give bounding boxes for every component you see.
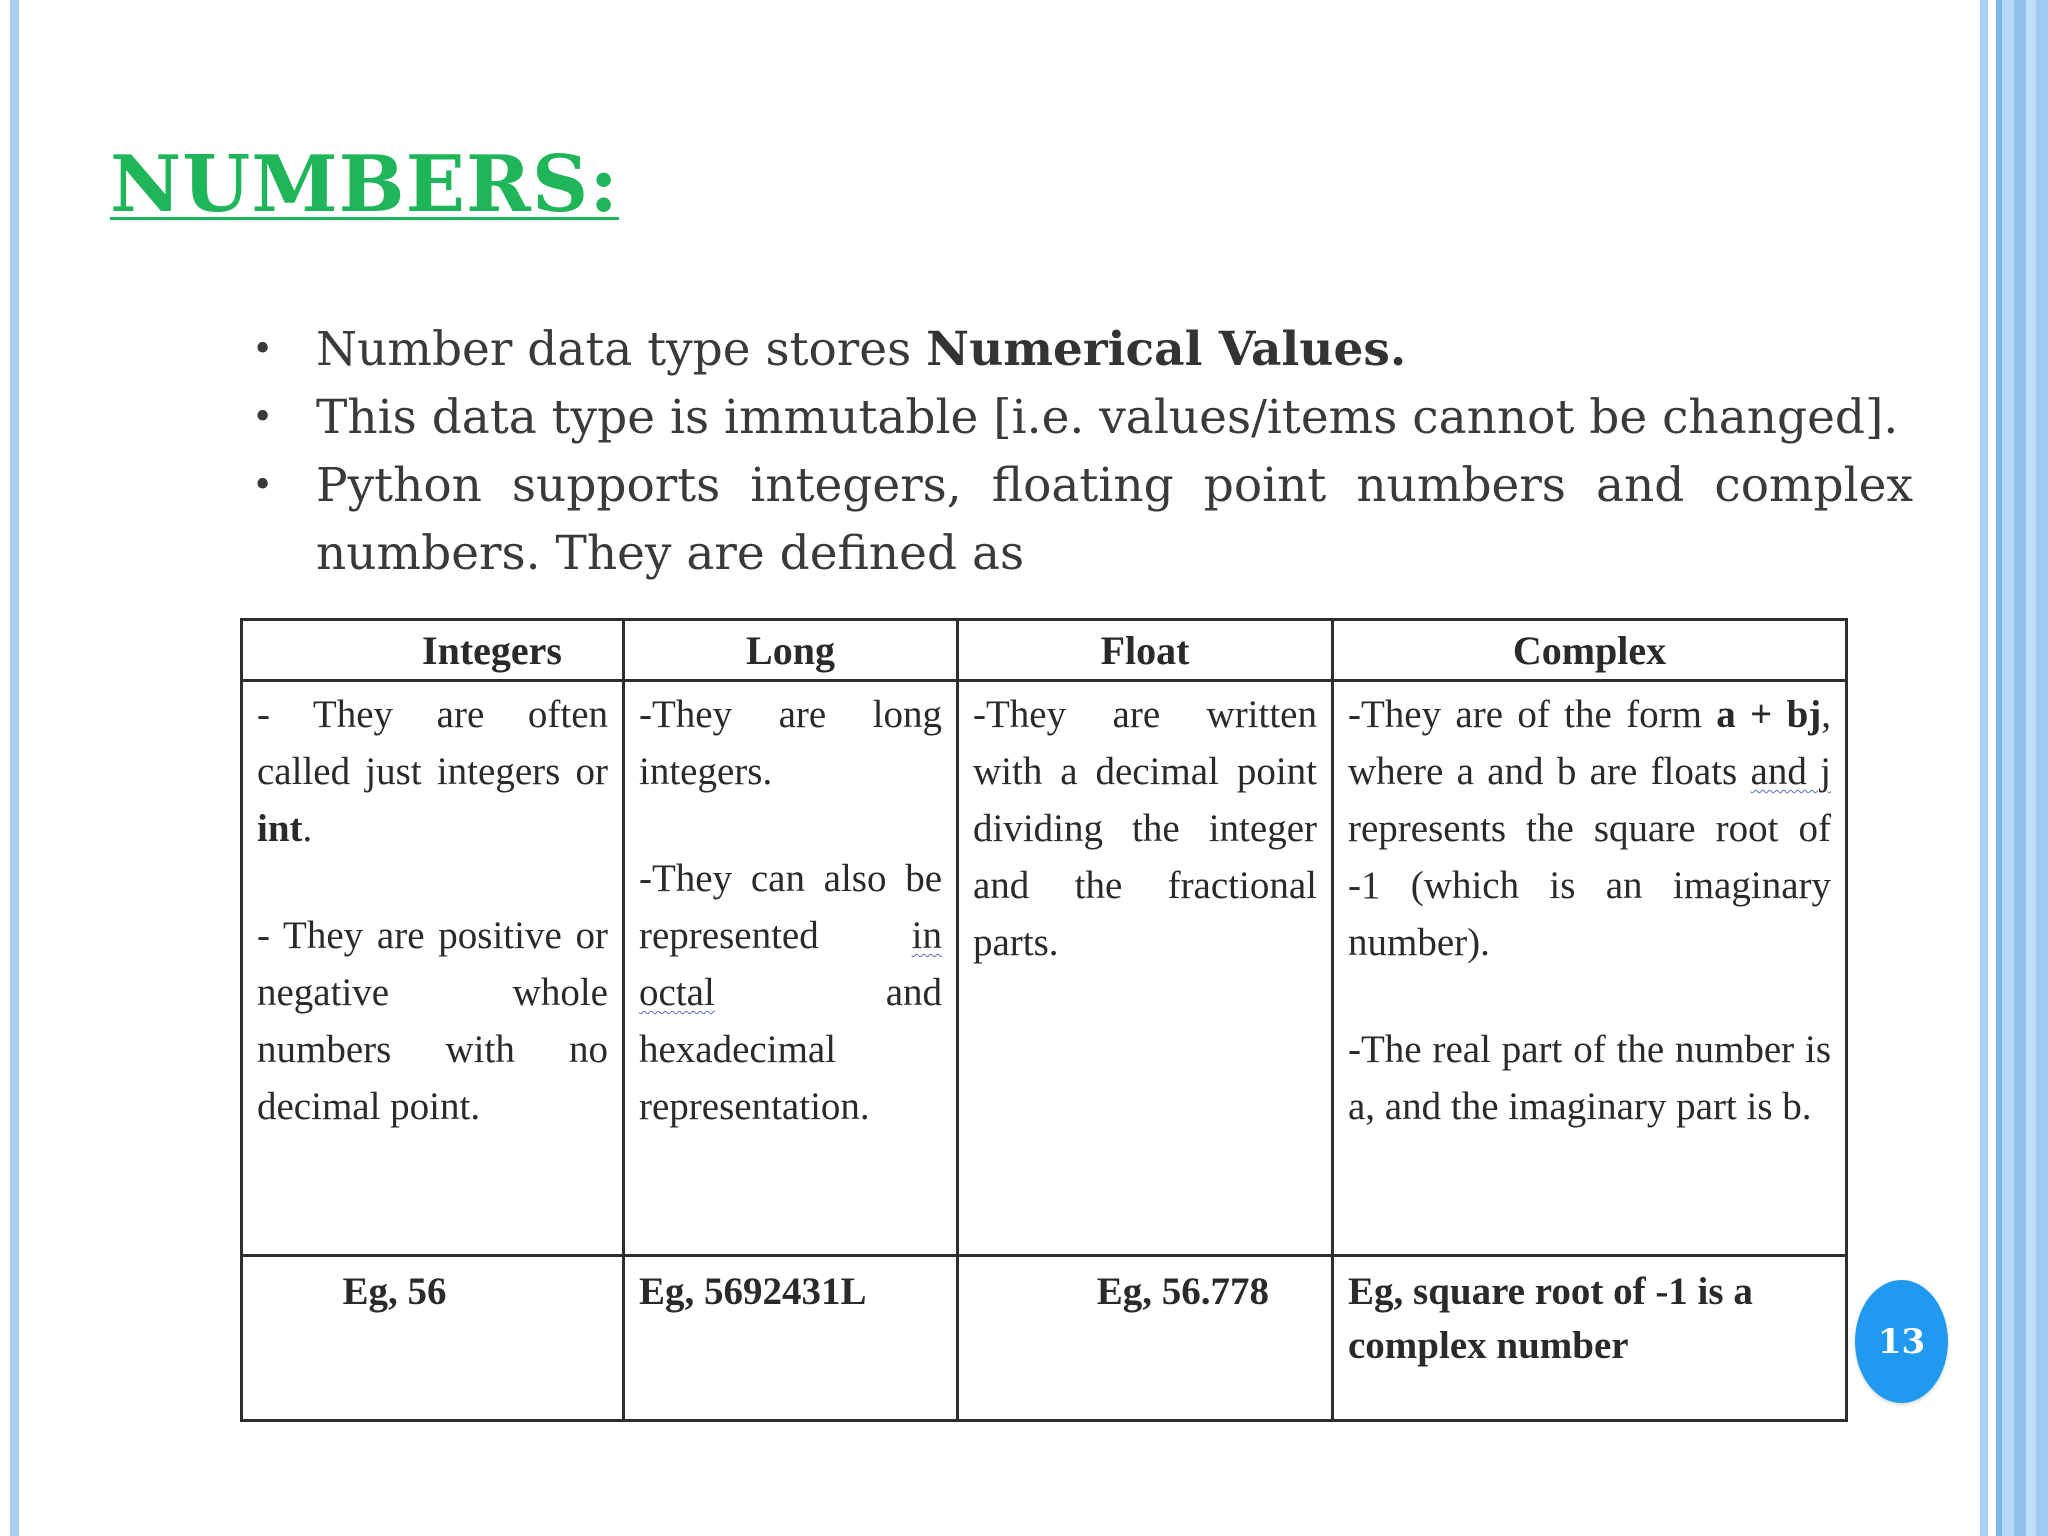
bullet-text: Python supports integers, floating point numbers and complex numbers. They are defined as <box>316 458 1913 581</box>
cell-text: -They can also be represented <box>639 857 942 957</box>
cell-paragraph <box>639 850 942 1135</box>
bullet-list <box>248 316 1913 588</box>
cell-paragraph <box>257 686 608 857</box>
cell-long-example: Eg, 5692431L <box>624 1256 958 1421</box>
cell-text: . <box>302 807 313 850</box>
cell-bold-text: int <box>257 807 303 850</box>
bullet-item <box>248 452 1913 588</box>
bullet-text: Number data type stores <box>316 322 927 377</box>
cell-float-example: Eg, 56.778 <box>958 1256 1333 1421</box>
cell-paragraph <box>1348 686 1831 971</box>
cell-long-description <box>624 681 958 1256</box>
cell-complex-example: Eg, square root of -1 is a complex number <box>1333 1256 1847 1421</box>
page-number-badge: 13 <box>1855 1280 1948 1403</box>
header-float: Float <box>958 620 1333 681</box>
cell-integers-description <box>242 681 624 1256</box>
cell-paragraph: - They are positive or negative whole numbers with no decimal point. <box>257 914 608 1128</box>
left-border-strip <box>10 0 19 1536</box>
cell-float-description <box>958 681 1333 1256</box>
bullet-dot-icon: • <box>252 329 274 370</box>
bullet-bold-text: Numerical Values. <box>926 322 1407 377</box>
table-row <box>242 1256 1847 1421</box>
bullet-dot-icon: • <box>252 465 274 506</box>
header-complex: Complex <box>1333 620 1847 681</box>
cell-text: and hexadecimal representation. <box>639 971 942 1128</box>
spellcheck-underlined-text: in octal <box>639 914 942 1014</box>
bullet-dot-icon: • <box>252 397 274 438</box>
cell-bold-text: a + bj <box>1716 693 1822 736</box>
cell-paragraph: -They are written with a decimal point dividing the integer and the fractional parts. <box>973 693 1317 964</box>
bullet-item <box>248 316 1913 384</box>
table-header-row <box>242 620 1847 681</box>
bullet-text: This data type is immutable [i.e. values/items cannot be changed]. <box>316 390 1899 445</box>
header-integers: Integers <box>242 620 624 681</box>
header-long: Long <box>624 620 958 681</box>
cell-paragraph: -The real part of the number is a, and the imaginary part is b. <box>1348 1028 1831 1128</box>
spellcheck-underlined-text: and j <box>1750 750 1831 793</box>
table-row <box>242 681 1847 1256</box>
slide-title: NUMBERS: <box>110 139 619 230</box>
cell-text: represents the square root of -1 (which is an imaginary number). <box>1348 807 1831 964</box>
cell-complex-description <box>1333 681 1847 1256</box>
bullet-item <box>248 384 1913 452</box>
number-types-table <box>240 618 1848 1422</box>
cell-paragraph: -They are long integers. <box>639 693 942 793</box>
cell-integers-example: Eg, 56 <box>242 1256 624 1421</box>
cell-text: -They are of the form <box>1348 693 1717 736</box>
right-decorative-stripes <box>1966 0 2048 1536</box>
cell-text: , where a and b are floats <box>1348 693 1832 793</box>
cell-text: - They are often called just integers or <box>257 693 608 793</box>
